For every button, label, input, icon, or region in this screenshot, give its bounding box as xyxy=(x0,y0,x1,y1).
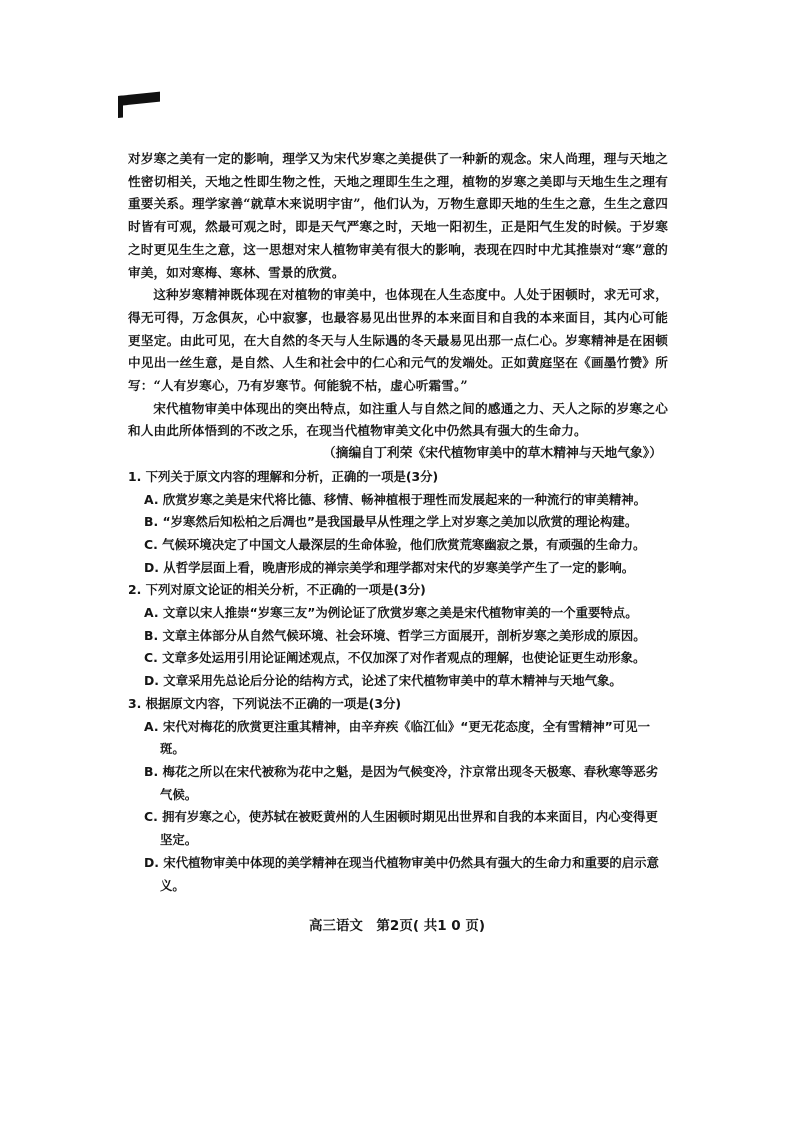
question-stem: 3. 根据原文内容，下列说法不正确的一项是(3分) xyxy=(128,695,402,711)
option-a: A. 文章以宋人推崇“岁寒三友”为例论证了欣赏岁寒之美是宋代植物审美的一个重要特点。 xyxy=(144,605,638,621)
option-b: B. 梅花之所以在宋代被称为花中之魁，是因为气候变冷，汴京常出现冬天极寒、春秋寒等恶劣气候。 xyxy=(144,763,659,802)
question-1 xyxy=(128,466,668,580)
page-corner-mark xyxy=(118,92,160,106)
question-2 xyxy=(128,579,668,693)
passage-source: （摘编自丁利荣《宋代植物审美中的草木精神与天地气象》） xyxy=(322,446,662,462)
passage-paragraph-3: 宋代植物审美中体现出的突出特点，如注重人与自然之间的感通之力、天人之际的岁寒之心和人由此所体悟到的不改之乐，在现当代植物审美文化中仍然具有强大的生命力。 xyxy=(128,400,668,439)
question-stem: 2. 下列对原文论证的相关分析，不正确的一项是(3分) xyxy=(128,582,426,598)
option-d: D. 从哲学层面上看，晚唐形成的禅宗美学和理学都对宋代的岁寒美学产生了一定的影响。 xyxy=(144,559,635,575)
question-stem: 1. 下列关于原文内容的理解和分析，正确的一项是(3分) xyxy=(128,468,439,484)
option-b: B. 文章主体部分从自然气候环境、社会环境、哲学三方面展开，剖析岁寒之美形成的原因。 xyxy=(144,627,646,643)
option-b: B. “岁寒然后知松柏之后凋也”是我国最早从性理之学上对岁寒之美加以欣赏的理论构建。 xyxy=(144,514,638,530)
option-c: C. 文章多处运用引用论证阐述观点，不仅加深了对作者观点的理解，也使论证更生动形象。 xyxy=(144,650,646,666)
question-3 xyxy=(128,693,668,897)
passage-paragraph-2: 这种岁寒精神既体现在对植物的审美中，也体现在人生态度中。人处于困顿时，求无可求，得无可得，万念俱灰，心中寂寥，也最容易见出世界的本来面目和自我的本来面目，其内心可能更坚定。由此可见，在大自然的冬天与人生际遇的冬天最易见出那一点仁心。岁寒精神是在困顿中见出一丝生意，是自然、人生和社会中的仁心和元气的发端处。正如黄庭坚在《画墨竹赞》所写：“人有岁寒心，乃有岁寒节。何能貌不枯，虚心听霜雪。” xyxy=(128,287,668,394)
page-footer: 高三语文 第2页( 共1 0 页) xyxy=(308,918,486,934)
option-c: C. 拥有岁寒之心，使苏轼在被贬黄州的人生困顿时期见出世界和自我的本来面目，内心变得更坚定。 xyxy=(144,809,658,848)
option-d: D. 文章采用先总论后分论的结构方式，论述了宋代植物审美中的草木精神与天地气象。 xyxy=(144,673,622,689)
option-a: A. 宋代对梅花的欣赏更注重其精神，由辛弃疾《临江仙》“更无花态度，全有雪精神”可见一斑。 xyxy=(144,718,650,757)
passage-paragraph-1: 对岁寒之美有一定的影响，理学又为宋代岁寒之美提供了一种新的观念。宋人尚理，理与天地之性密切相关，天地之性即生物之性，天地之理即生生之理，植物的岁寒之美即与天地生生之理有重要关系。理学家善“就草木来说明宇宙”，他们认为，万物生意即天地的生生之意，生生之意四时皆有可观，然最可观之时，即是天气严寒之时，天地一阳初生，正是阳气生发的时候。于岁寒之时更见生生之意，这一思想对宋人植物审美有很大的影响，表现在四时中尤其推崇对“寒”意的审美，如对寒梅、寒林、雪景的欣赏。 xyxy=(128,151,668,280)
option-c: C. 气候环境决定了中国文人最深层的生命体验，他们欣赏荒寒幽寂之景，有顽强的生命力。 xyxy=(144,536,646,552)
option-d: D. 宋代植物审美中体现的美学精神在现当代植物审美中仍然具有强大的生命力和重要的启示意义。 xyxy=(144,854,659,893)
exam-page xyxy=(128,148,668,897)
option-a: A. 欣赏岁寒之美是宋代将比德、移情、畅神植根于理性而发展起来的一种流行的审美精神。 xyxy=(144,491,647,507)
